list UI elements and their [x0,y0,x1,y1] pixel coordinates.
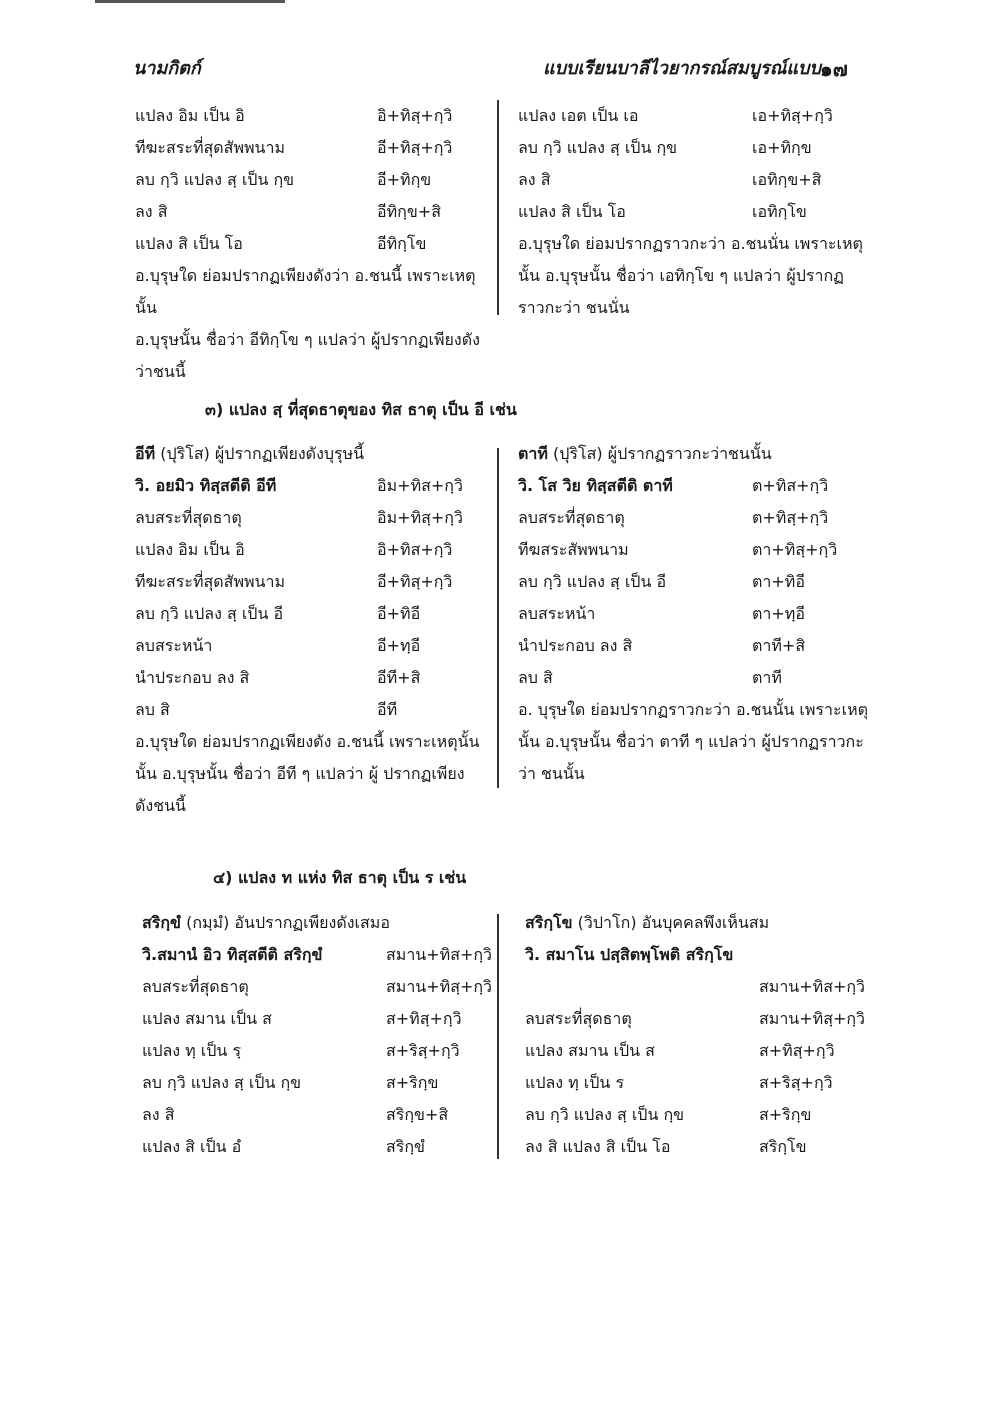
paragraph-line: อ. บุรุษใด ย่อมปรากฏราวกะว่า อ.ชนนั้น เพราะเหตุ [518,700,869,719]
top-edge-rule [95,0,285,3]
step-label: นำประกอบ ลง สิ [518,636,633,655]
step-label: ลง สิ [518,170,551,189]
derivation-row [518,164,868,196]
section3-left-column [135,438,485,822]
step-label: ลบ สิ [518,668,553,687]
step-label: นำประกอบ ลง สิ [135,668,250,687]
step-value: ตาที [752,668,782,687]
step-value: ต+ทิสฺ+กฺวิ [752,508,829,527]
word-heading [142,907,487,939]
step-label: แปลง สมาน เป็น ส [142,1009,272,1028]
step-value: อี+ทฺอี [377,636,421,655]
derivation-row [518,662,868,694]
step-label: ลบสระหน้า [518,604,596,623]
paragraph-line: ดังชนนี้ [135,796,186,815]
step-label: ลบสระที่สุดธาตุ [142,977,249,996]
derivation-row [518,534,868,566]
word-note: (ปุริโส) ผู้ปรากฏราวกะว่าชนนั้น [553,444,772,463]
step-value: ตา+ทิสฺ+กฺวิ [752,540,838,559]
step-label: แปลง สมาน เป็น ส [525,1041,655,1060]
step-label: แปลง สิ เป็น อํ [142,1137,242,1156]
step-value: เอ+ทิสฺ+กฺวิ [752,106,833,125]
step-label: ลบ กฺวิ แปลง สฺ เป็น กฺข [525,1105,685,1124]
derivation-row [518,598,868,630]
block1-left-column [135,100,485,388]
word-heading [518,438,868,470]
step-value: สมาน+ทิสฺ+กฺวิ [386,977,493,996]
step-value: ส+ริสฺ+กฺวิ [386,1041,460,1060]
step-label: ลง สิ [142,1105,175,1124]
column-divider [497,448,499,788]
step-label: แปลง เอต เป็น เอ [518,106,639,125]
step-label: ลบ สิ [135,700,170,719]
step-value: ส+ทิสฺ+กฺวิ [386,1009,462,1028]
step-value: อี+ทิกฺข [377,170,432,189]
word-note: (วิปาโก) อันบุคคลพึงเห็นสม [577,913,770,932]
vigraha-row [525,939,870,971]
vigraha-row [142,939,493,971]
column-divider [497,100,499,315]
step-label: ลบสระหน้า [135,636,213,655]
step-label: แปลง สิ เป็น โอ [518,202,626,221]
derivation-row [135,662,485,694]
step-value: อีที [377,700,398,719]
paragraph-line: ว่า ชนนั้น [518,764,585,783]
derivation-row [135,196,485,228]
derivation-row [142,1035,487,1067]
paragraph-line: อ.บุรุษใด ย่อมปรากฏราวกะว่า อ.ชนนั่น เพราะเหตุ [518,234,863,253]
section3-right-column [518,438,868,790]
step-value: สริกฺโข [759,1137,807,1156]
step-value: ตาที+สิ [752,636,806,655]
derivation-row [135,598,485,630]
step-value: สริกฺข+สิ [386,1105,449,1124]
vigraha-row [135,470,485,502]
derivation-row [518,196,868,228]
derivation-row [135,228,485,260]
step-value: ส+ริกฺข [759,1105,812,1124]
step-value: ต+ทิส+กฺวิ [752,476,829,495]
step-label: แปลง ทฺ เป็น รฺ [142,1041,242,1060]
word-note: (ปุริโส) ผู้ปรากฏเพียงดังบุรุษนี้ [160,444,365,463]
word-title: สริกฺขํ [142,913,181,932]
step-label: แปลง สิ เป็น โอ [135,234,243,253]
step-value: เอทิกฺโข [752,202,807,221]
step-value: อีทิกฺโข [377,234,427,253]
step-value: สมาน+ทิส+กฺวิ [386,945,493,964]
paragraph-line: อ.บุรุษใด ย่อมปรากฏเพียงดัง อ.ชนนี้ เพราะเหตุนั้น [135,732,480,751]
derivation-row [525,1035,870,1067]
derivation-row [525,1003,870,1035]
explanation-paragraph [135,726,485,822]
derivation-row [135,502,485,534]
step-label: แปลง อิม เป็น อิ [135,540,245,559]
vigraha-text: วิ.สมานํ อิว ทิสฺสตีติ สริกฺขํ [142,945,323,964]
explanation-paragraph [518,228,868,324]
step-value: สริกฺขํ [386,1137,425,1156]
explanation-paragraph [518,694,868,790]
derivation-row [135,132,485,164]
step-value: ส+ริกฺข [386,1073,439,1092]
word-heading [135,438,485,470]
step-value: อิ+ทิส+กฺวิ [377,540,453,559]
derivation-row [518,100,868,132]
step-label: ลง สิ แปลง สิ เป็น โอ [525,1137,671,1156]
step-label: ทีฆสระสัพพนาม [518,540,629,559]
step-label: ลบ กฺวิ แปลง สฺ เป็น กฺข [518,138,678,157]
word-title: สริกฺโข [525,913,573,932]
derivation-row [135,694,485,726]
section-3-heading: ๓) แปลง สฺ ที่สุดธาตุของ ทิส ธาตุ เป็น อี เช่น [205,400,517,419]
derivation-row [518,502,868,534]
step-label: ลบ กฺวิ แปลง สฺ เป็น กฺข [142,1073,302,1092]
vigraha-text: วิ. โส วิย ทิสฺสตีติ ตาที [518,476,673,495]
vigraha-text: วิ. สมาโน ปสฺสิตพฺโพติ สริกฺโข [525,945,734,964]
step-label: ลบ กฺวิ แปลง สฺ เป็น อี [135,604,284,623]
explanation-paragraph [135,260,485,388]
derivation-row [142,1099,487,1131]
derivation-row [525,1067,870,1099]
running-header-title: แบบเรียนบาลีไวยากรณ์สมบูรณ์แบบ [543,58,821,79]
step-value: ส+ทิสฺ+กฺวิ [759,1041,835,1060]
derivation-row [518,630,868,662]
step-value: เอทิกฺข+สิ [752,170,822,189]
derivation-row [525,1131,870,1163]
section-4-heading: ๔) แปลง ท แห่ง ทิส ธาตุ เป็น ร เช่น [213,868,467,887]
running-header-left: นามกิตก์ [133,58,201,79]
step-label: แปลง ทฺ เป็น ร [525,1073,625,1092]
column-divider [497,914,499,1159]
derivation-row [142,1067,487,1099]
step-label: ทีฆะสระที่สุดสัพพนาม [135,138,285,157]
word-note: (กมฺมํ) อันปรากฏเพียงดังเสมอ [186,913,390,932]
step-value: อิม+ทิสฺ+กฺวิ [377,508,463,527]
vigraha-row [518,470,868,502]
step-label: ลบ กฺวิ แปลง สฺ เป็น อี [518,572,667,591]
paragraph-line: ว่าชนนี้ [135,362,186,381]
derivation-row [142,971,493,1003]
step-value: อี+ทิอี [377,604,421,623]
step-label: ลบสระที่สุดธาตุ [135,508,242,527]
paragraph-line: นั้น อ.บุรุษนั้น ชื่อว่า อีที ๆ แปลว่า ผู้ ปรากฏเพียง [135,764,465,783]
paragraph-line: อ.บุรุษใด ย่อมปรากฏเพียงดังว่า อ.ชนนี้ เพราะเหตุนั้น [135,266,476,317]
step-value: อีที+สิ [377,668,421,687]
section4-right-column [525,907,870,1163]
step-label: ลบ กฺวิ แปลง สฺ เป็น กฺข [135,170,295,189]
step-value: อี+ทิสฺ+กฺวิ [377,138,453,157]
step-label: ทีฆะสระที่สุดสัพพนาม [135,572,285,591]
step-value: อีทิกฺข+สิ [377,202,441,221]
step-label: ลบสระที่สุดธาตุ [525,1009,632,1028]
derivation-row [135,100,485,132]
vigraha-text: วิ. อยมิว ทิสฺสตีติ อีที [135,476,277,495]
derivation-row [135,630,485,662]
derivation-row [135,164,485,196]
word-title: ตาที [518,444,548,463]
derivation-row [142,1131,487,1163]
step-label: แปลง อิม เป็น อิ [135,106,245,125]
step-value: อี+ทิสฺ+กฺวิ [377,572,453,591]
step-value: ส+ริสฺ+กฺวิ [759,1073,833,1092]
paragraph-line: ราวกะว่า ชนนั่น [518,298,630,317]
step-label: ลบสระที่สุดธาตุ [518,508,625,527]
section4-left-column [142,907,493,1163]
step-value: อิ+ทิสฺ+กฺวิ [377,106,453,125]
step-value: สมาน+ทิส+กฺวิ [759,977,866,996]
step-value: เอ+ทิกฺข [752,138,812,157]
step-label: ลง สิ [135,202,168,221]
step-value: ตา+ทฺอี [752,604,805,623]
derivation-row [135,566,485,598]
paragraph-line: นั้น อ.บุรุษนั้น ชื่อว่า ตาที ๆ แปลว่า ผู้ปรากฏราวกะ [518,732,864,751]
word-title: อีที [135,444,156,463]
paragraph-line: อ.บุรุษนั้น ชื่อว่า อีทิกฺโข ๆ แปลว่า ผู้ปรากฏเพียงดัง [135,330,480,349]
derivation-row [135,534,485,566]
block1-right-column [518,100,868,324]
page-number: ๑๗ [820,57,848,81]
derivation-row [518,132,868,164]
step-value: สมาน+ทิสฺ+กฺวิ [759,1009,866,1028]
derivation-row [525,1099,870,1131]
derivation-row [142,1003,487,1035]
derivation-row [525,971,870,1003]
paragraph-line: นั้น อ.บุรุษนั้น ชื่อว่า เอทิกฺโข ๆ แปลว่า ผู้ปรากฏ [518,266,844,285]
derivation-row [518,566,868,598]
word-heading [525,907,870,939]
step-value: อิม+ทิส+กฺวิ [377,476,463,495]
step-value: ตา+ทิอี [752,572,805,591]
